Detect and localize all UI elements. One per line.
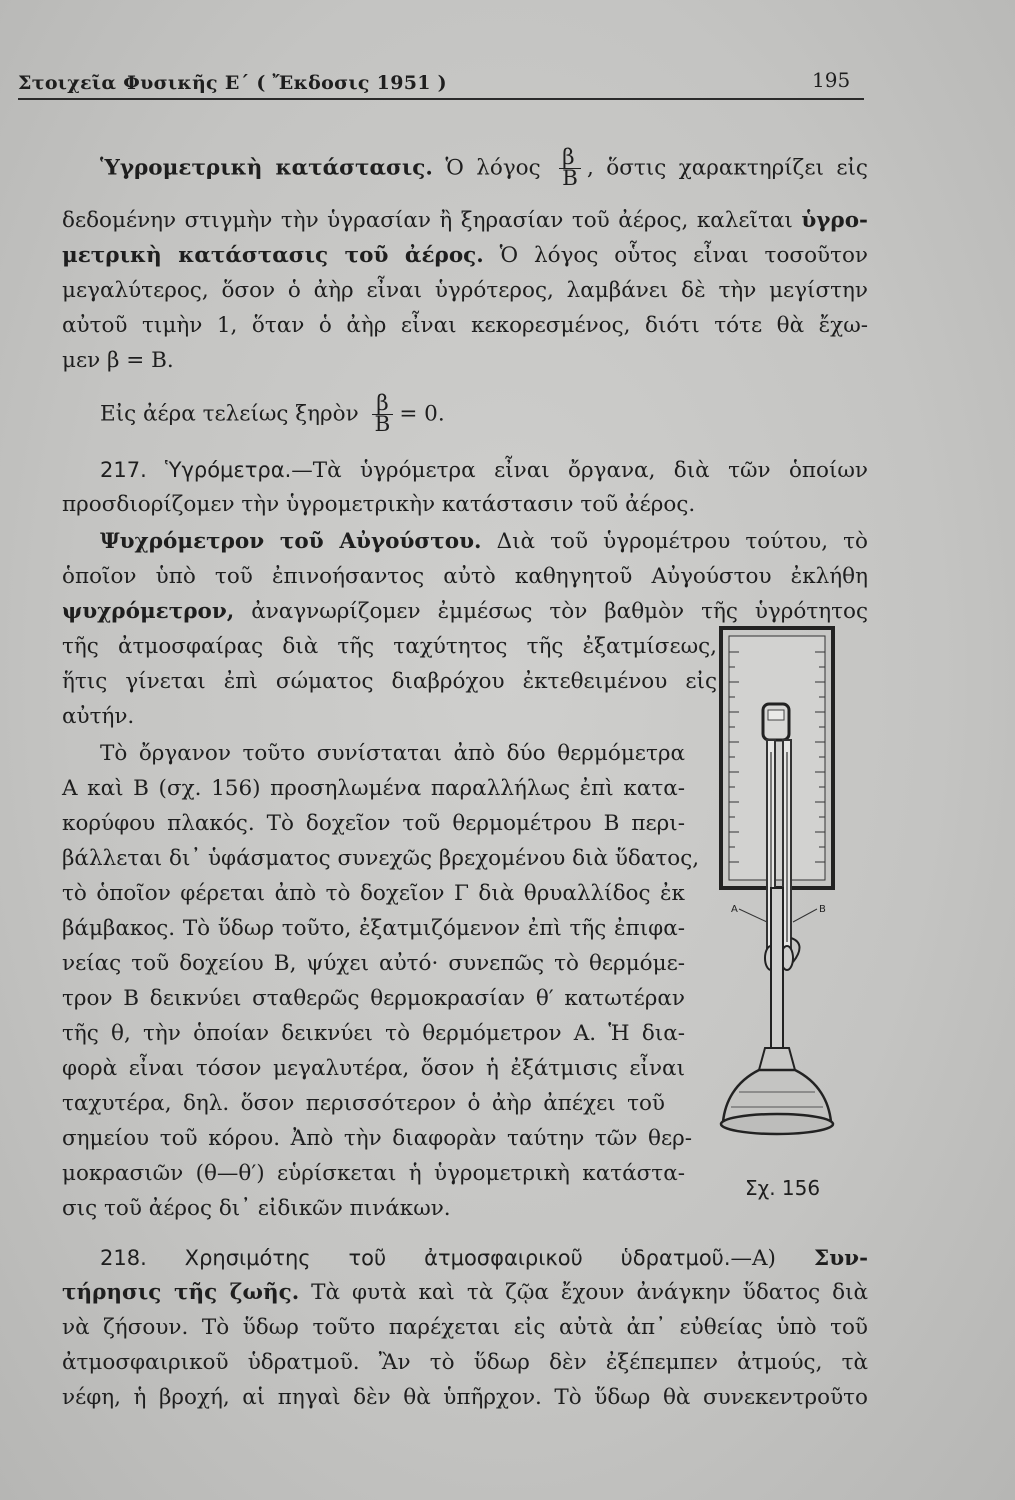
bold-term: ὑγρο-	[801, 208, 868, 233]
bold-term: ψυχρόμετρον,	[62, 599, 235, 624]
section-218-title: 218. Χρησιμότης τοῦ ἀτμοσφαιρικοῦ ὑδρατμοῦ.	[100, 1246, 731, 1270]
august-p2-line-1: Τὸ ὄργανον τοῦτο συνίσταται ἀπὸ δύο θερμόμετρα	[100, 741, 685, 766]
august-p2-line-4: βάλλεται δι᾿ ὑφάσματος συνεχῶς βρεχομένου διὰ ὕδατος,	[62, 846, 700, 871]
august-p2-line-12: σημείου τοῦ κόρου. Ἀπὸ τὴν διαφορὰν ταύτην τῶν θερ-	[62, 1126, 692, 1151]
section-217-title: 217. Ὑγρόμετρα.	[100, 458, 292, 482]
humidity-state-line-3	[62, 242, 868, 270]
psychrometer-figure	[705, 622, 855, 1182]
humidity-state-intro-after: , ὅστις χαρακτηρίζει εἰς	[586, 155, 868, 181]
page-number: 195	[812, 68, 851, 92]
humidity-state-line-4: μεγαλύτερος, ὅσον ὁ ἀὴρ εἶναι ὑγρότερος, λαμβάνει δὲ τὴν μεγίστην	[62, 278, 868, 303]
section-217-line-1	[100, 456, 868, 485]
august-p2-line-13: μοκρασιῶν (θ—θ′) εὑρίσκεται ἡ ὑγρομετρικὴ κατάστα-	[62, 1161, 685, 1186]
section-218-line-5: νέφη, ἡ βροχή, αἱ πηγαὶ δὲν θὰ ὑπῆρχον. Τὸ ὕδωρ θὰ συνεκεντροῦτο	[62, 1385, 868, 1410]
text-run: = 0.	[399, 401, 445, 427]
august-p2-line-10: φορὰ εἶναι τόσον μεγαλυτέρα, ὅσον ἡ ἐξάτμισις εἶναι	[62, 1056, 685, 1081]
label-b: Β	[819, 904, 826, 915]
label-a: Α	[731, 904, 738, 915]
section-218-line-4: ἀτμοσφαιρικοῦ ὑδρατμοῦ. Ἂν τὸ ὕδωρ δὲν ἐξέπεμπεν ἀτμούς, τὰ	[62, 1350, 868, 1375]
text-run: Τὰ φυτὰ καὶ τὰ ζῷα ἔχουν ἀνάγκην ὕδατος διὰ	[311, 1280, 869, 1305]
bold-term: μετρικὴ κατάστασις τοῦ ἀέρος.	[62, 243, 484, 268]
august-line-2: ὁποῖον ὑπὸ τοῦ ἐπινοήσαντος αὐτὸ καθηγητοῦ Αὐγούστου ἐκλήθη	[62, 564, 868, 589]
header-rule	[18, 98, 864, 100]
dry-air-formula	[100, 391, 906, 437]
bold-term: τήρησις τῆς ζωῆς.	[62, 1280, 300, 1305]
bold-term: Συν-	[814, 1246, 868, 1271]
humidity-state-line-6: μεν β = Β.	[62, 348, 174, 373]
psychrometer-illustration	[705, 622, 855, 1182]
text-run: Ὁ λόγος οὗτος εἶναι τοσοῦτον	[499, 243, 868, 268]
dry-air-numerator: β	[372, 394, 394, 415]
humidity-state-line-1	[100, 145, 868, 191]
text-run: ἀναγνωρίζομεν ἐμμέσως τὸν βαθμὸν τῆς ὑγρότητος	[251, 599, 868, 624]
text-run: Εἰς ἀέρα τελείως ξηρὸν	[100, 401, 359, 427]
section-218-line-3: νὰ ζήσουν. Τὸ ὕδωρ τοῦτο παρέχεται εἰς αὐτὰ ἀπ᾿ εὐθείας ὑπὸ τοῦ	[62, 1315, 868, 1340]
humidity-state-heading: Ὑγρομετρικὴ κατάστασις.	[100, 155, 433, 181]
ratio-numerator: β	[559, 148, 581, 169]
humidity-state-line-2	[62, 207, 868, 235]
august-heading: Ψυχρόμετρον τοῦ Αὐγούστου.	[100, 529, 482, 554]
text-run: Διὰ τοῦ ὑγρομέτρου τούτου, τὸ	[496, 529, 868, 554]
august-p2-line-11: ταχυτέρα, δηλ. ὅσον περισσότερον ὁ ἀὴρ ἀπέχει τοῦ	[62, 1091, 665, 1116]
august-p2-line-5: τὸ ὁποῖον φέρεται ἀπὸ τὸ δοχεῖον Γ διὰ θρυαλλίδος ἐκ	[62, 881, 685, 906]
august-p2-line-7: νείας τοῦ δοχείου Β, ψύχει αὐτό· συνεπῶς τὸ θερμόμε-	[62, 951, 685, 976]
humidity-state-line-5: αὐτοῦ τιμὴν 1, ὅταν ὁ ἀὴρ εἶναι κεκορεσμένος, διότι τότε θὰ ἔχω-	[62, 313, 868, 338]
august-p2-line-3: κορύφου πλακός. Τὸ δοχεῖον τοῦ θερμομέτρου Β περι-	[62, 811, 685, 836]
running-header-title: Στοιχεῖα Φυσικῆς Ε΄ ( Ἔκδοσις 1951 )	[18, 72, 447, 94]
august-line-6: αὐτήν.	[62, 704, 135, 729]
august-p2-line-6: βάμβακος. Τὸ ὕδωρ τοῦτο, ἐξατμιζόμενον ἐπὶ τῆς ἐπιφα-	[62, 916, 685, 941]
section-217-line-2: προσδιορίζομεν τὴν ὑγρομετρικὴν κατάστασιν τοῦ ἀέρος.	[62, 492, 696, 517]
august-p2-line-2: Α καὶ Β (σχ. 156) προσηλωμένα παραλλήλως ἐπὶ κατα-	[62, 776, 685, 801]
text-run: δεδομένην στιγμὴν τὴν ὑγρασίαν ἢ ξηρασίαν τοῦ ἀέρος, καλεῖται	[62, 208, 793, 233]
ratio-denominator: Β	[562, 166, 578, 191]
august-p2-line-14: σις τοῦ ἀέρος δι᾿ εἰδικῶν πινάκων.	[62, 1196, 451, 1221]
figure-caption: Σχ. 156	[745, 1176, 821, 1200]
ratio-fraction	[559, 145, 581, 191]
humidity-state-intro-before: Ὁ λόγος	[445, 155, 541, 181]
dry-air-fraction	[372, 391, 394, 437]
august-line-4: τῆς ἀτμοσφαίρας διὰ τῆς ταχύτητος τῆς ἐξατμίσεως,	[62, 634, 717, 659]
section-218-line-1	[100, 1244, 868, 1273]
dry-air-denominator: Β	[374, 412, 391, 437]
text-run: —Τὰ ὑγρόμετρα εἶναι ὄργανα, διὰ τῶν ὁποίων	[291, 458, 869, 483]
text-run: —Α)	[730, 1246, 776, 1271]
august-line-1	[100, 528, 868, 556]
august-p2-line-9: τῆς θ, τὴν ὁποίαν δεικνύει τὸ θερμόμετρον Α. Ἡ δια-	[62, 1021, 685, 1046]
section-218-line-2	[62, 1279, 868, 1307]
august-p2-line-8: τρον Β δεικνύει σταθερῶς θερμοκρασίαν θ′ κατωτέραν	[62, 986, 685, 1011]
august-line-5: ἥτις γίνεται ἐπὶ σώματος διαβρόχου ἐκτεθειμένου εἰς	[62, 669, 717, 694]
